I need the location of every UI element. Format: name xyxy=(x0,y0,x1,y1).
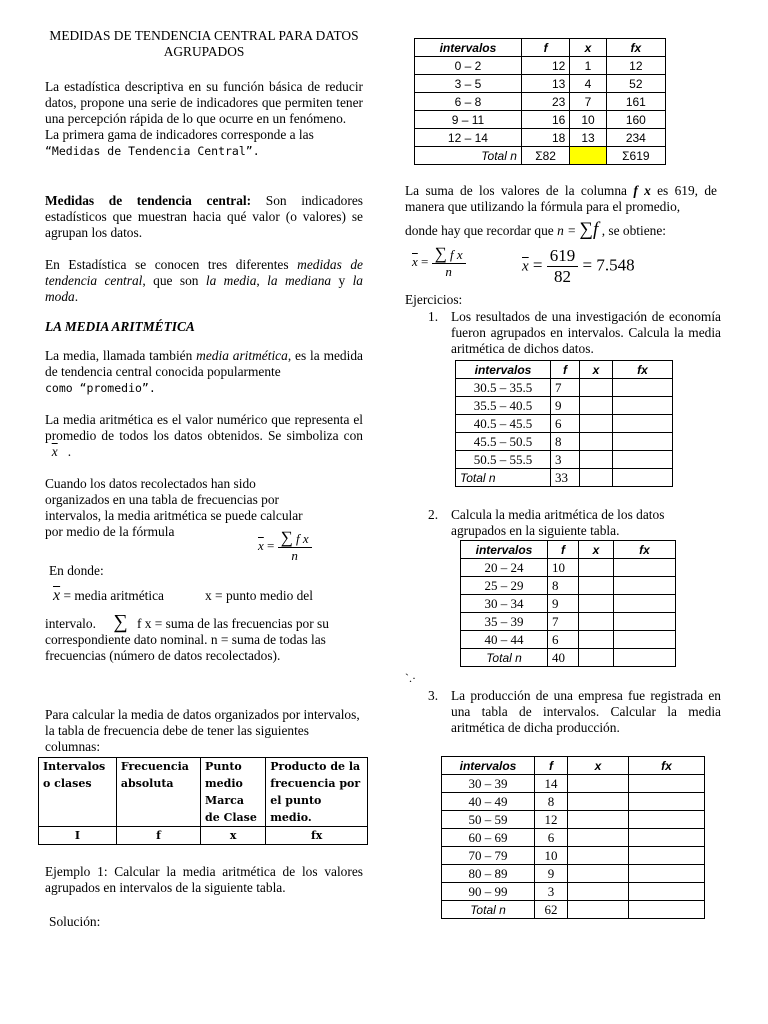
exercise-number: 1. xyxy=(428,309,439,324)
col-header-product: Producto de la frecuencia por el punto medio. xyxy=(266,758,368,827)
table-row: 20 – 24 10 xyxy=(461,559,676,577)
col-header-midpoint: Punto medio Marca de Clase xyxy=(201,758,266,827)
col-symbol: fx xyxy=(266,827,368,845)
table-row-total: Total n 40 xyxy=(461,649,676,667)
stray-mark: `.· xyxy=(405,671,416,685)
result-formula: $\overline{x}$ = $\frac{\text{∑ f x}}{n}$ xyxy=(412,246,466,280)
definition-sum: intervalo. ∑ f x = suma de las frecuencias por su correspondiente dato nominal. n = suma de todas las frecuencias (número de datos recolectados). xyxy=(45,611,329,663)
definition-paragraph: Medidas de tendencia central: Son indicadores estadísticos que muestran hacia qué valor (o valores) se agrupan los datos. xyxy=(45,193,363,240)
table-row: 50 – 59 12 xyxy=(442,811,705,829)
table-row-total: Total n 33 xyxy=(456,469,673,487)
col-symbol: f xyxy=(116,827,200,845)
example-text: Ejemplo 1: Calcular la media aritmética de los valores agrupados en intervalos de la siguiente tabla. xyxy=(45,864,363,895)
solution-label: Solución: xyxy=(49,914,101,929)
table-row: 40 – 49 8 xyxy=(442,793,705,811)
media-paragraph-2: La media aritmética es el valor numérico que representa el promedio de todos los datos obtenidos. Se simboliza con $\overline{x}$ . xyxy=(45,412,363,459)
exercise-1-text: Los resultados de una investigación de economía fueron agrupados en intervalos. Calcula la media aritmética de dichos datos. xyxy=(451,309,721,356)
section-title: LA MEDIA ARITMÉTICA xyxy=(45,319,195,334)
result-value: $\overline{x}$ = $\frac{619}{82}$ = 7.548 xyxy=(522,246,635,286)
definition-term: Medidas de tendencia central: xyxy=(45,193,252,208)
table-row: 45.5 – 50.5 8 xyxy=(456,433,673,451)
mean-formula: $\overline{x}$ = $\frac{\text{∑ f x}}{n}$ xyxy=(258,530,312,564)
x-bar-symbol: $\overline{x}$ xyxy=(51,444,58,459)
example-table: intervalos f x fx 0 – 2 12 1 12 3 – 5 13 4 52 6 – 8 23 7 161 9 – 11 16 10 160 12 – 14 18 13 234 Total n Σ82 Σ619 xyxy=(414,38,666,165)
table-row: 30 – 39 14 xyxy=(442,775,705,793)
table-row: 90 – 99 3 xyxy=(442,883,705,901)
table-row: 0 – 2 12 1 12 xyxy=(415,57,666,75)
columns-table xyxy=(38,757,368,845)
exercise-3-text: La producción de una empresa fue registrada en una tabla de intervalos. Calcular la media aritmética de dicha producción. xyxy=(451,688,721,735)
intro-text-2: La primera gama de indicadores corresponde a las “Medidas de Tendencia Central”. xyxy=(45,127,314,158)
col-symbol: I xyxy=(39,827,117,845)
col-header-frequency: Frecuencia absoluta xyxy=(116,758,200,827)
en-donde-label: En donde: xyxy=(49,563,104,578)
exercises-label: Ejercicios: xyxy=(405,292,463,307)
table-row: 9 – 11 16 10 160 xyxy=(415,111,666,129)
table-row: 12 – 14 18 13 234 xyxy=(415,129,666,147)
table-row: 80 – 89 9 xyxy=(442,865,705,883)
exercise-number: 2. xyxy=(428,507,439,522)
definition-x: $\overline{x}$ = media aritmética x = punto medio del xyxy=(53,587,313,604)
table-row: 40.5 – 45.5 6 xyxy=(456,415,673,433)
media-paragraph-3: Cuando los datos recolectados han sido organizados en una tabla de frecuencias por intervalos, la media aritmética se puede calcular por medio de la fórmula xyxy=(45,476,303,539)
col-symbol: x xyxy=(201,827,266,845)
exercise-table-3: intervalos f x fx 30 – 39 14 40 – 49 8 50 – 59 12 60 – 69 6 70 – 79 10 80 – 89 9 90 – 99 3 Total n 62 xyxy=(441,756,705,919)
table-row: 30 – 34 9 xyxy=(461,595,676,613)
exercise-number: 3. xyxy=(428,688,439,703)
columns-intro: Para calcular la media de datos organizados por intervalos, la tabla de frecuencia debe de tener las siguientes columnas: xyxy=(45,707,360,754)
table-row: 50.5 – 55.5 3 xyxy=(456,451,673,469)
table-row-total: Total n 62 xyxy=(442,901,705,919)
intro-paragraph xyxy=(45,79,363,159)
result-paragraph: La suma de los valores de la columna f x es 619, de manera que utilizando la fórmula para el promedio, xyxy=(405,183,717,214)
exercise-table-2: intervalos f x fx 20 – 24 10 25 – 29 8 30 – 34 9 35 – 39 7 40 – 44 6 Total n 40 xyxy=(460,540,676,667)
table-row: 35 – 39 7 xyxy=(461,613,676,631)
table-row: 6 – 8 23 7 161 xyxy=(415,93,666,111)
table-row: 25 – 29 8 xyxy=(461,577,676,595)
table-row-total: Total n Σ82 Σ619 xyxy=(415,147,666,165)
table-row: 60 – 69 6 xyxy=(442,829,705,847)
measures-paragraph: En Estadística se conocen tres diferentes medidas de tendencia central, que son la media, la mediana y la moda. xyxy=(45,257,363,304)
table-row: 35.5 – 40.5 9 xyxy=(456,397,673,415)
intro-text: La estadística descriptiva en su función básica de reducir datos, propone una serie de indicadores que permiten tener una percepción rápida de lo que ocurre en un fenómeno. xyxy=(45,79,363,126)
table-row: 70 – 79 10 xyxy=(442,847,705,865)
page-title: MEDIDAS DE TENDENCIA CENTRAL PARA DATOS AGRUPADOS xyxy=(49,28,359,59)
table-row: 40 – 44 6 xyxy=(461,631,676,649)
table-row: 30.5 – 35.5 7 xyxy=(456,379,673,397)
table-row: 3 – 5 13 4 52 xyxy=(415,75,666,93)
result-paragraph-2: donde hay que recordar que n = ∑f , se obtiene: xyxy=(405,219,667,240)
exercise-table-1: intervalos f x fx 30.5 – 35.5 7 35.5 – 40.5 9 40.5 – 45.5 6 45.5 – 50.5 8 50.5 – 55.5 3 Total n 33 xyxy=(455,360,673,487)
highlighted-cell xyxy=(570,147,606,165)
media-paragraph-1: La media, llamada también media aritmética, es la medida de tendencia central conocida popularmente como “promedio”. xyxy=(45,348,363,395)
exercise-2-text: Calcula la media aritmética de los datos agrupados en la siguiente tabla. xyxy=(451,507,665,538)
col-header-intervals: Intervalos o clases xyxy=(39,758,117,827)
